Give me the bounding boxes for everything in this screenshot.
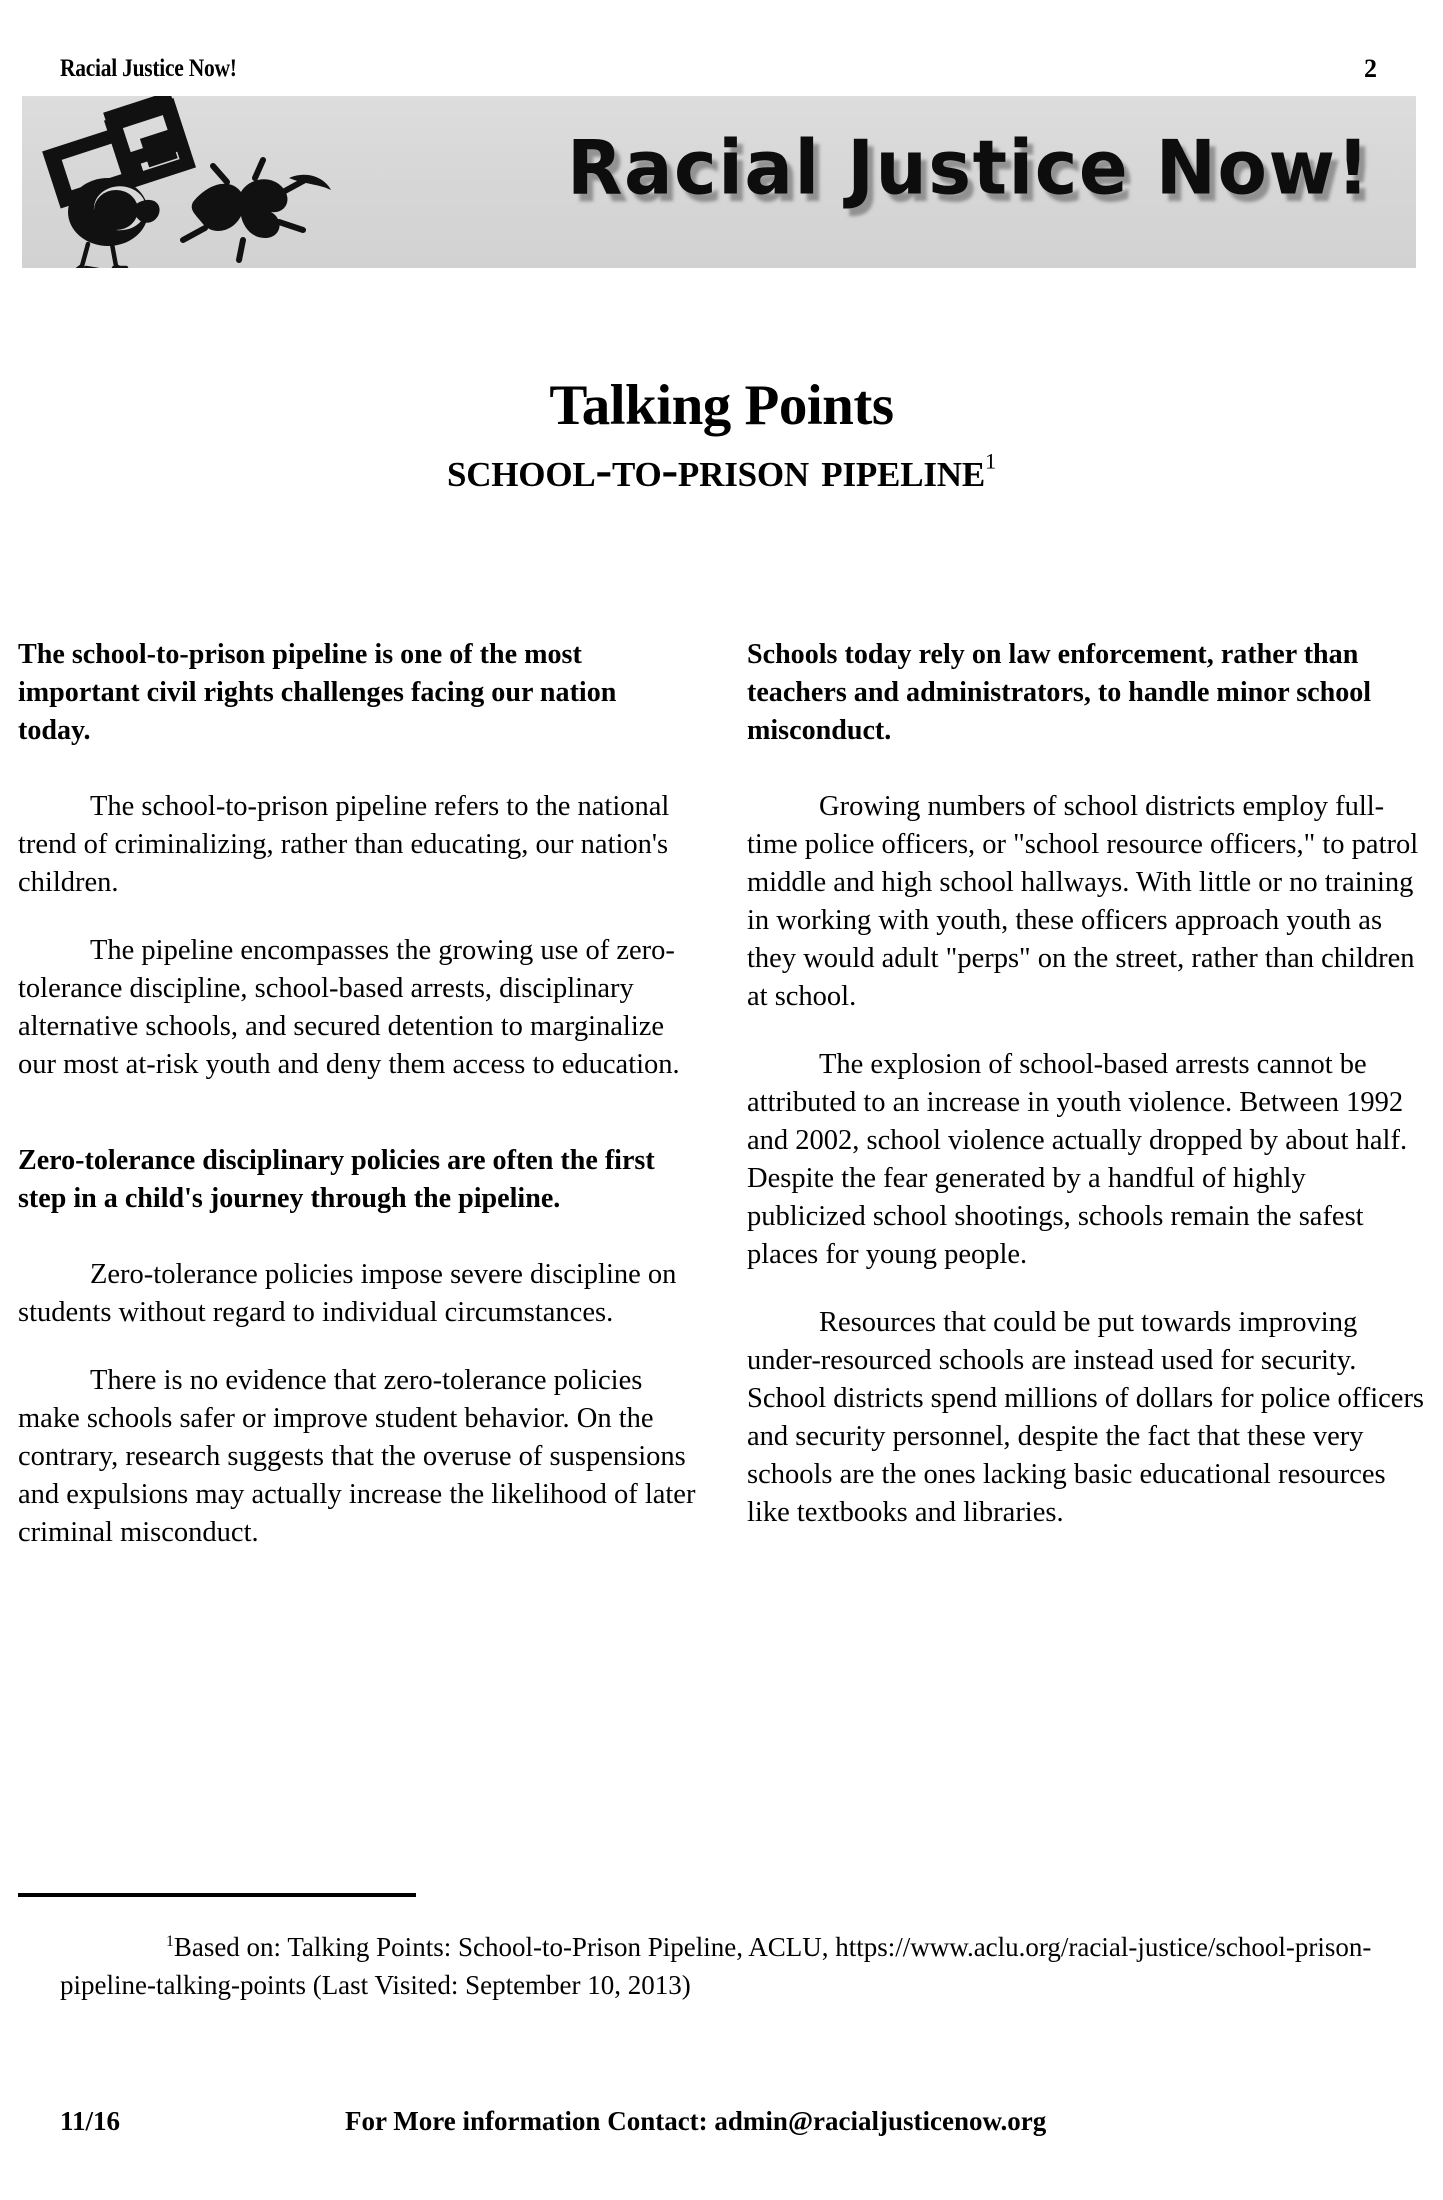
footer-date: 11/16 xyxy=(60,2106,121,2136)
footer-contact: For More information Contact: admin@racialjusticenow.org xyxy=(345,2106,1047,2136)
left-column-spacer xyxy=(18,1114,699,1142)
right-lede-1: Schools today rely on law enforcement, rather than teachers and administrators, to handle minor school misconduct. xyxy=(747,639,1372,746)
page-footer xyxy=(60,2108,1390,2148)
document-title: Talking Points xyxy=(549,374,894,437)
document-subtitle xyxy=(0,441,1443,497)
subtitle-footnote-marker: 1 xyxy=(985,448,997,474)
footnote-marker: 1 xyxy=(166,1933,174,1950)
banner-wordmark: Racial Justice Now! xyxy=(567,124,1371,212)
left-lede-1: The school-to-prison pipeline is one of the most important civil rights challenges facing our nation today. xyxy=(18,639,617,746)
body-columns xyxy=(18,636,1428,1552)
right-paragraph-3: Resources that could be put towards improving under-resourced schools are instead used for security. School districts spend millions of dollars for police officers and security personnel, despite the fact that these very schools are the ones lacking basic educational resources like textbooks and libraries. xyxy=(747,1307,1425,1528)
column-right xyxy=(747,636,1428,1552)
right-paragraph-2: The explosion of school-based arrests cannot be attributed to an increase in youth violence. Between 1992 and 2002, school violence actually dropped by about half. Despite the fear generated by a handful of highly publicized school shootings, schools remain the safest places for young people. xyxy=(747,1049,1408,1270)
footnote-text: Based on: Talking Points: School-to-Prison Pipeline, ACLU, https://www.aclu.org/racial-justice/school-prison-pipeline-talking-points (Last Visited: September 10, 2013) xyxy=(60,1932,1372,2000)
document-subtitle-text: school-to-prison pipeline xyxy=(446,441,985,497)
footnote-separator-rule xyxy=(18,1893,416,1897)
left-paragraph-1: The school-to-prison pipeline refers to the national trend of criminalizing, rather than educating, our nation's children. xyxy=(18,791,670,898)
left-paragraph-4: There is no evidence that zero-tolerance policies make schools safer or improve student behavior. On the contrary, research suggests that the overuse of suspensions and expulsions may actually increase the likelihood of later criminal misconduct. xyxy=(18,1365,696,1548)
adinkra-logo-icon xyxy=(30,96,360,268)
column-left xyxy=(18,636,699,1552)
running-header-organization: Racial Justice Now! xyxy=(60,55,237,82)
footnote-body xyxy=(60,1928,1390,2004)
running-header xyxy=(60,56,1377,90)
left-lede-2: Zero-tolerance disciplinary policies are often the first step in a child's journey through the pipeline. xyxy=(18,1145,655,1214)
right-paragraph-1: Growing numbers of school districts employ full-time police officers, or "school resource officers," to patrol middle and high school hallways. With little or no training in working with youth, these officers approach youth as they would adult "perps" on the street, rather than children at school. xyxy=(747,791,1419,1012)
left-paragraph-3: Zero-tolerance policies impose severe discipline on students without regard to individual circumstances. xyxy=(18,1259,677,1328)
footnote xyxy=(60,1928,1390,2004)
page-number: 2 xyxy=(1364,54,1377,83)
masthead-banner xyxy=(22,96,1416,268)
left-paragraph-2: The pipeline encompasses the growing use of zero-tolerance discipline, school-based arrests, disciplinary alternative schools, and secured detention to marginalize our most at-risk youth and deny them access to education. xyxy=(18,935,680,1080)
